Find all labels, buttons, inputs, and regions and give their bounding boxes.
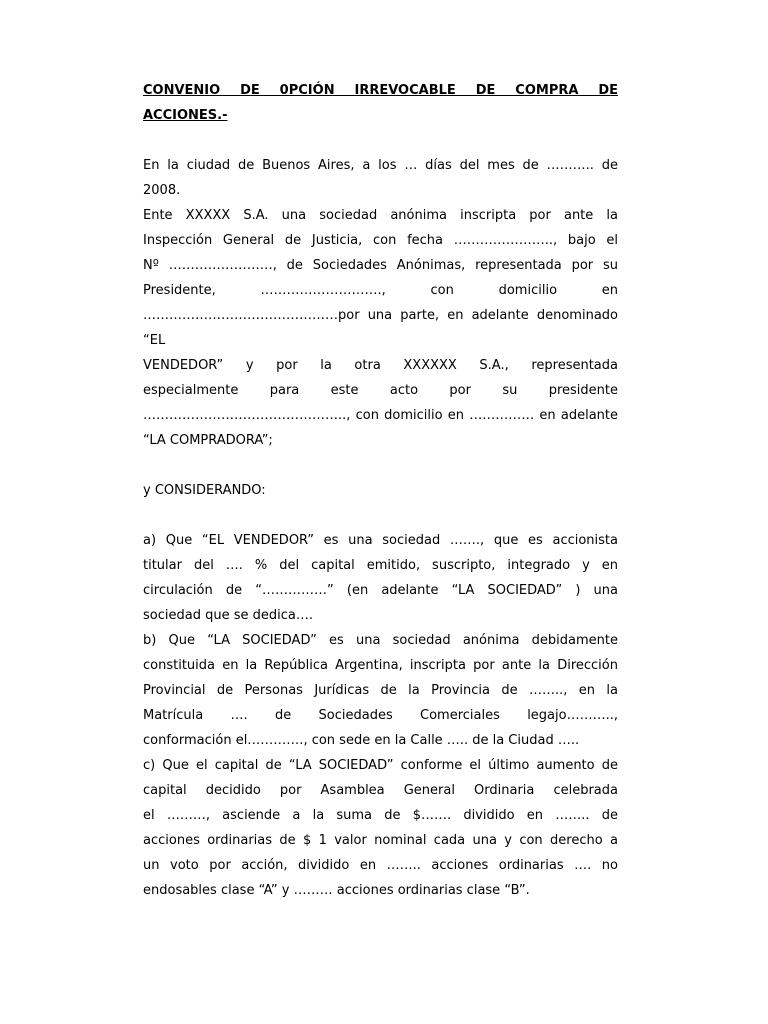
document-title bbox=[143, 78, 618, 128]
text-line: “LA COMPRADORA”; bbox=[143, 433, 273, 448]
text-line: a) Que “EL VENDEDOR” es una sociedad ……., que es accionista bbox=[143, 533, 618, 548]
text-line: b) Que “LA SOCIEDAD” es una sociedad anónima debidamente bbox=[143, 633, 618, 648]
text-line: Provincial de Personas Jurídicas de la Provincia de …….., en la bbox=[143, 683, 618, 698]
text-line: un voto por acción, dividido en …….. acciones ordinarias …. no bbox=[143, 858, 618, 873]
text-line: c) Que el capital de “LA SOCIEDAD” conforme el último aumento de bbox=[143, 758, 618, 773]
text-line: VENDEDOR” y por la otra XXXXXX S.A., representada bbox=[143, 358, 618, 373]
text-line: endosables clase “A” y ……… acciones ordinarias clase “B”. bbox=[143, 883, 530, 898]
text-line: titular del …. % del capital emitido, suscripto, integrado y en bbox=[143, 558, 618, 573]
text-line: Matrícula …. de Sociedades Comerciales legajo……….., bbox=[143, 708, 618, 723]
title-line-1: CONVENIO DE 0PCIÓN IRREVOCABLE DE COMPRA DE bbox=[143, 83, 618, 98]
document-body bbox=[143, 78, 618, 903]
text-line: ………………………………………por una parte, en adelante denominado “EL bbox=[143, 308, 618, 348]
text-line: acciones ordinarias de $ 1 valor nominal cada una y con derecho a bbox=[143, 833, 618, 848]
considerando-heading: y CONSIDERANDO: bbox=[143, 483, 266, 498]
text-line: Nº ……………………, de Sociedades Anónimas, representada por su bbox=[143, 258, 618, 273]
clause-a bbox=[143, 528, 618, 628]
text-line: En la ciudad de Buenos Aires, a los … días del mes de ……….. de bbox=[143, 158, 618, 173]
text-line: sociedad que se dedica…. bbox=[143, 608, 313, 623]
text-line: Inspección General de Justicia, con fecha ………………….., bajo el bbox=[143, 233, 618, 248]
text-line: capital decidido por Asamblea General Ordinaria celebrada bbox=[143, 783, 618, 798]
text-line: Ente XXXXX S.A. una sociedad anónima inscripta por ante la bbox=[143, 208, 618, 223]
title-line-2: ACCIONES.- bbox=[143, 108, 228, 123]
text-line: especialmente para este acto por su presidente bbox=[143, 383, 618, 398]
opening-paragraph bbox=[143, 153, 618, 203]
parties-paragraph bbox=[143, 203, 618, 453]
text-line: Presidente, ………………………., con domicilio en bbox=[143, 283, 618, 298]
text-line: ……………………………………….., con domicilio en …………… en adelante bbox=[143, 408, 618, 423]
text-line: 2008. bbox=[143, 183, 181, 198]
text-line: conformación el…………., con sede en la Calle ….. de la Ciudad ….. bbox=[143, 733, 580, 748]
text-line: el ………, asciende a la suma de $……. dividido en …….. de bbox=[143, 808, 618, 823]
text-line: constituida en la República Argentina, inscripta por ante la Dirección bbox=[143, 658, 618, 673]
clause-b bbox=[143, 628, 618, 753]
clause-c bbox=[143, 753, 618, 903]
text-line: circulación de “……………” (en adelante “LA SOCIEDAD” ) una bbox=[143, 583, 618, 598]
